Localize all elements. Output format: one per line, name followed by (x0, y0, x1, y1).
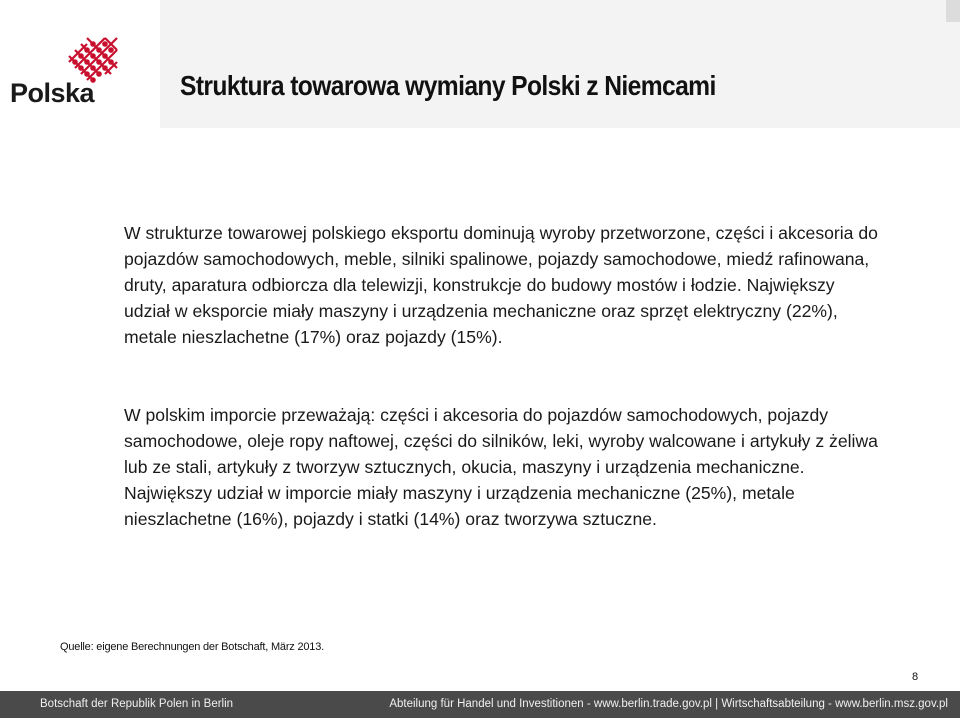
footer-department-links: Abteilung für Handel und Investitionen - www.berlin.trade.gov.pl | Wirtschaftsabteilung - www.berlin.msz.gov.pl (389, 698, 948, 710)
page-title: Struktura towarowa wymiany Polski z Niemcami (180, 70, 716, 101)
polska-logo (0, 0, 160, 128)
source-note: Quelle: eigene Berechnungen der Botschaft, März 2013. (60, 641, 324, 653)
paragraph-import: W polskim imporcie przeważają: części i akcesoria do pojazdów samochodowych, pojazdy samochodowe, oleje ropy naftowej, części do silników, leki, wyroby walcowane i artykuły z żeliwa lub ze stali, artykuły z tworzyw sztucznych, okucia, maszyny i urządzenia mechaniczne. Największy udział w imporcie miały maszyny i urządzenia mechaniczne (25%), metale nieszlachetne (16%), pojazdy i statki (14%) oraz tworzywa sztuczne. (124, 405, 878, 529)
logo-wordmark: Polska (10, 78, 95, 108)
corner-accent (946, 0, 960, 22)
footer-embassy-name: Botschaft der Republik Polen in Berlin (40, 698, 234, 710)
paragraph-export: W strukturze towarowej polskiego eksportu dominują wyroby przetworzone, części i akcesoria do pojazdów samochodowych, meble, silniki spalinowe, pojazdy samochodowe, miedź rafinowana, druty, aparatura odbiorcza dla telewizji, konstrukcje do budowy mostów i łodzie. Największy udział w eksporcie miały maszyny i urządzenia mechaniczne oraz sprzęt elektryczny (22%), metale nieszlachetne (17%) oraz pojazdy (15%). (124, 223, 878, 347)
page-number: 8 (912, 671, 919, 683)
slide-header (0, 0, 960, 128)
footer-bar (0, 691, 960, 718)
